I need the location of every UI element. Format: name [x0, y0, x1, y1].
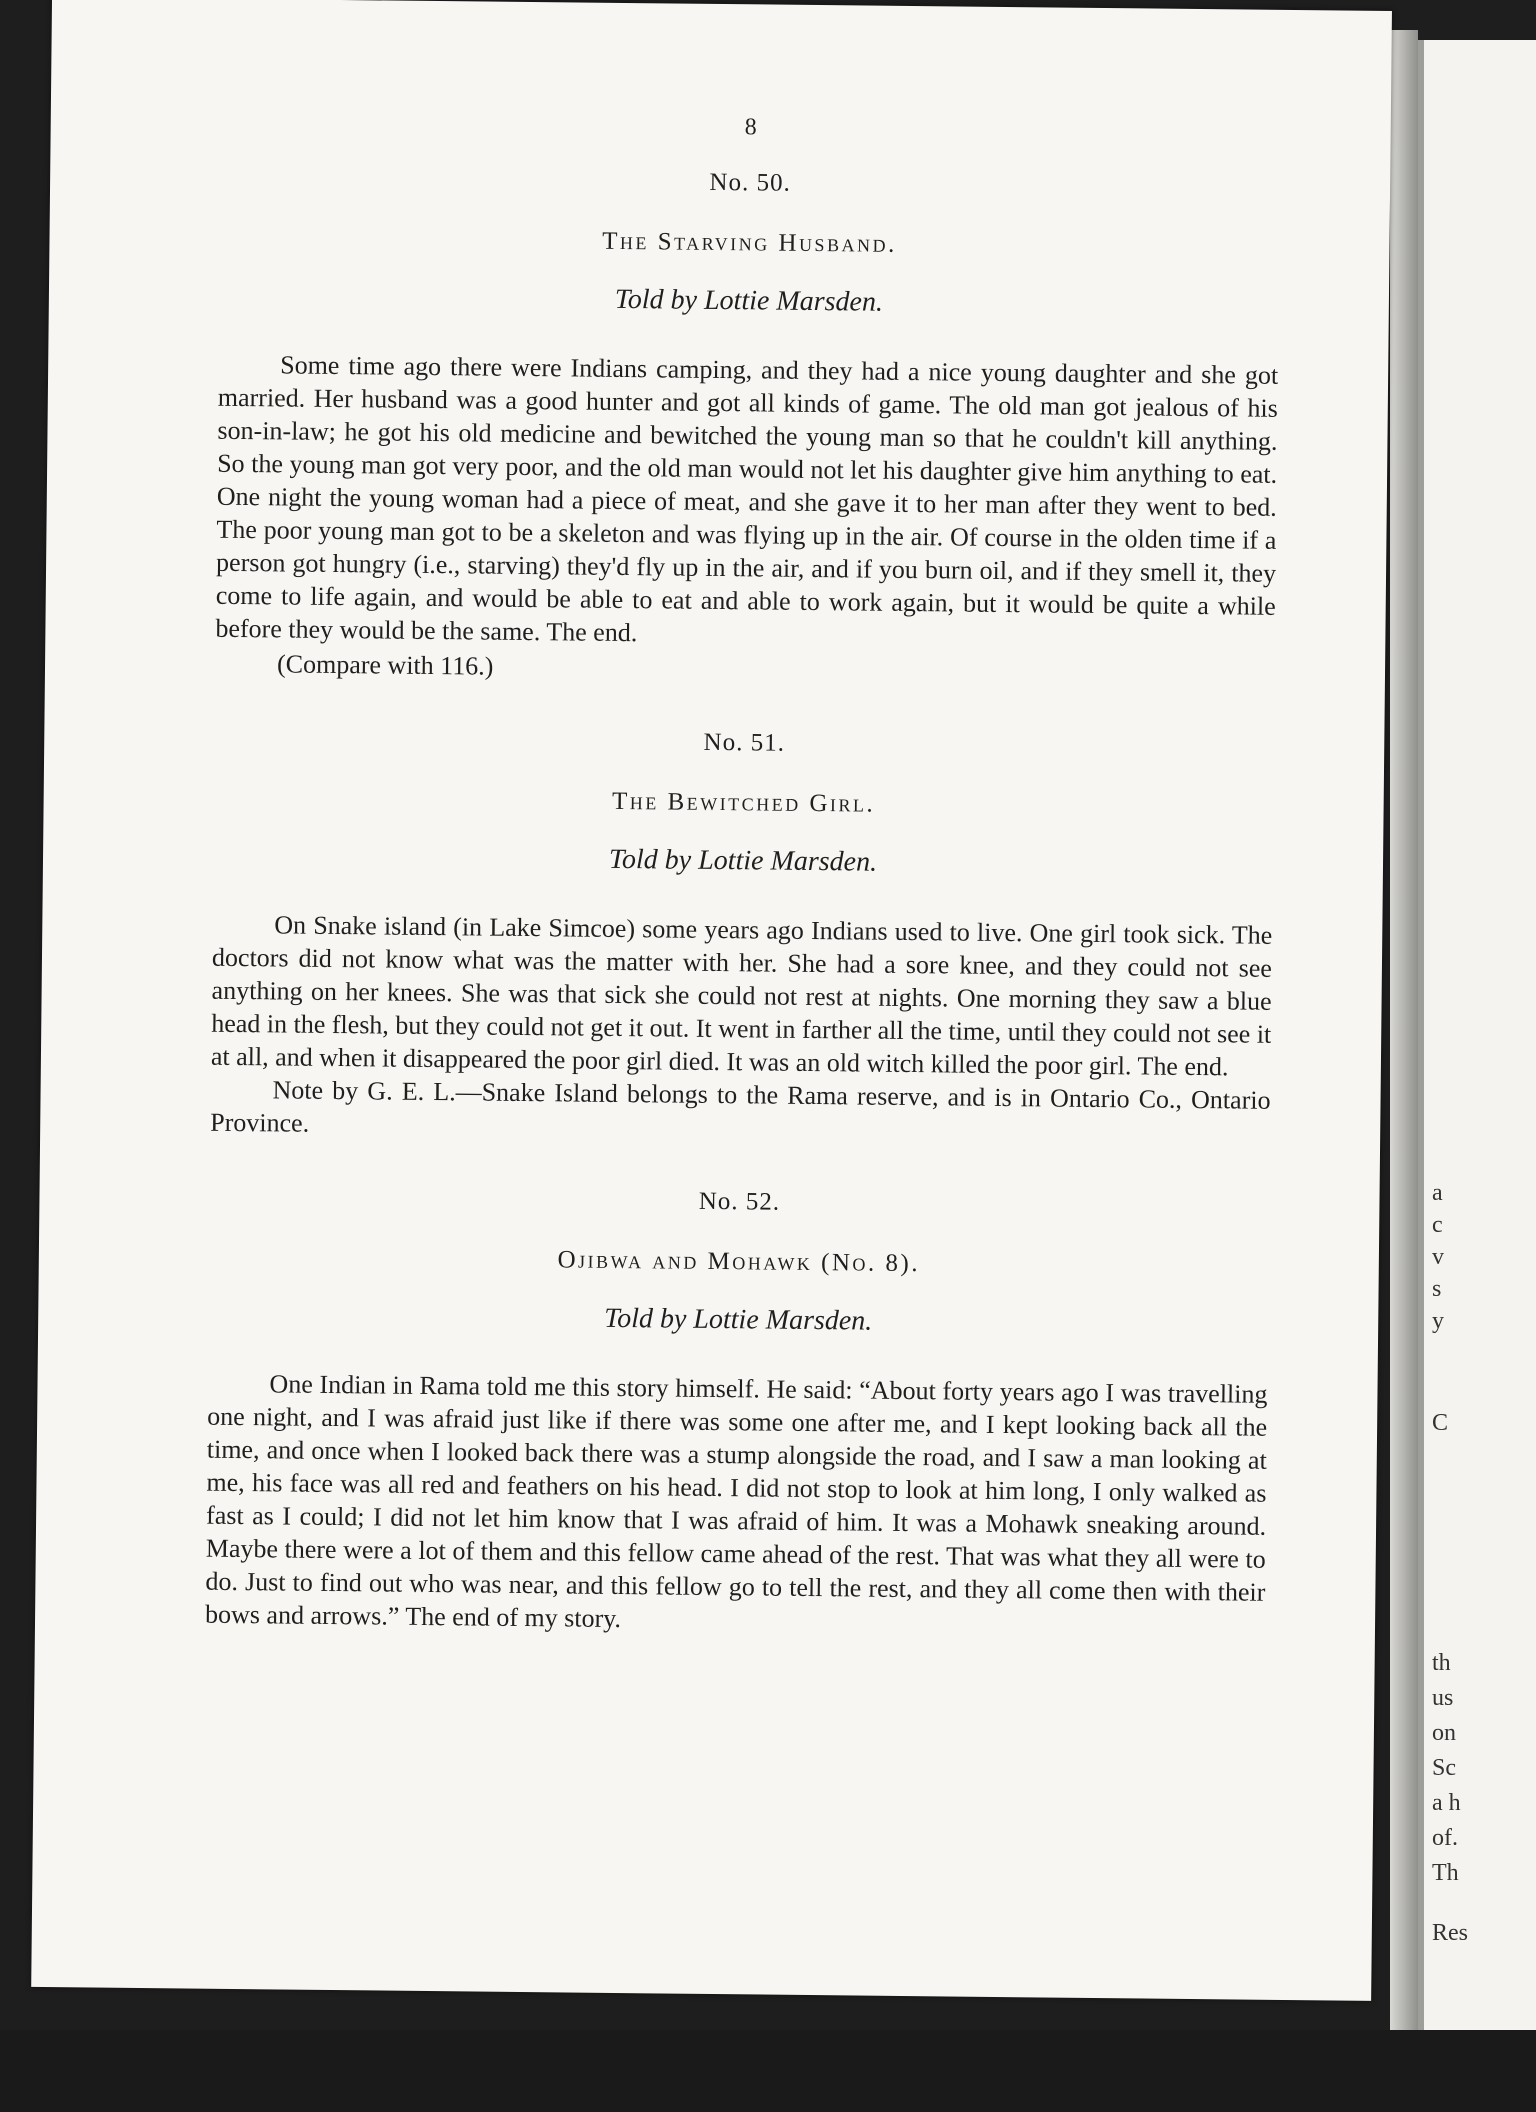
story-paragraph: One Indian in Rama told me this story himself. He said: “About forty years ago I was travelling one night, and I was afraid just like if there was some one after me, and I kept looking back all the time, and once when I looked back there was a stump alongside the road, and I saw a man looking at me, his face was all red and feathers on his head. I did not stop to look at him long, I only walked as fast as I could; I did not let him know that I was afraid of him. It was a Mohawk sneaking around. Maybe there were a lot of them and this fellow came ahead of the rest. That was what they all were to do. Just to find out who was near, and this fellow go to tell the rest, and they all come then with their bows and arrows.” The end of my story. [204, 1369, 1268, 1634]
fragment-text: C [1432, 1410, 1449, 1436]
page-content [205, 109, 1281, 1642]
story-teller: Told by Lottie Marsden. [614, 283, 884, 318]
fragment-text: th [1432, 1650, 1451, 1676]
fragment-text: of. [1432, 1825, 1458, 1851]
story-50 [215, 164, 1280, 691]
story-teller: Told by Lottie Marsden. [604, 1302, 873, 1337]
fragment-text: a h [1432, 1790, 1461, 1816]
page-fold-shadow [1390, 30, 1418, 2060]
story-title: The Starving Husband. [602, 227, 897, 258]
story-teller: Told by Lottie Marsden. [608, 843, 878, 878]
fragment-text: Res [1432, 1920, 1468, 1946]
fragment-text: c [1432, 1212, 1443, 1238]
fragment-text: on [1432, 1720, 1456, 1746]
fragment-text: y [1432, 1308, 1444, 1334]
fragment-text: v [1432, 1244, 1444, 1270]
fragment-text: us [1432, 1685, 1454, 1711]
story-number: No. 52. [698, 1187, 781, 1216]
story-title: Ojibwa and Mohawk (No. 8). [557, 1246, 921, 1278]
story-52 [205, 1183, 1270, 1642]
fragment-text: a [1432, 1180, 1443, 1206]
adjacent-page-edge [1418, 40, 1536, 2040]
story-number: No. 51. [703, 728, 786, 757]
story-title: The Bewitched Girl. [611, 787, 876, 818]
page-number: 8 [744, 114, 757, 141]
editor-note: Note by G. E. L.—Snake Island belongs to the Rama reserve, and is in Ontario Co., Ontario Province. [210, 1075, 1271, 1138]
fragment-text: Sc [1432, 1755, 1456, 1781]
scan-bottom-edge [0, 2030, 1536, 2112]
story-paragraph: On Snake island (in Lake Simcoe) some years ago Indians used to live. One girl took sick. The doctors did not know what was the matter with her. She had a sore knee, and they could not see anything on her knees. She was that sick she could not rest at nights. One morning they saw a blue head in the flesh, but they could not get it out. It went in farther all the time, until they could not see it at all, and when it disappeared the poor girl died. It was an old witch killed the poor girl. The end. [210, 910, 1273, 1082]
story-paragraph: Some time ago there were Indians camping, and they had a nice young daughter and she got married. Her husband was a good hunter and got all kinds of game. The old man got jealous of his son-in-law; he got his old medicine and bewitched the young man so that he couldn't kill anything. So the young man got very poor, and the old man would not let his daughter give him anything to eat. One night the young woman had a piece of meat, and she gave it to her man after they went to bed. The poor young man got to be a skeleton and was flying up in the air. Of course in the olden time if a person got hungry (i.e., starving) they'd fly up in the air, and if you burn oil, and if they smell it, they come to life again, and would be able to eat and able to work again, but it would be quite a while before they would be the same. The end. [215, 350, 1279, 648]
story-number: No. 50. [709, 168, 791, 197]
fragment-text: Th [1432, 1860, 1459, 1886]
document-page [31, 0, 1392, 2001]
fragment-text: s [1432, 1276, 1442, 1302]
compare-note: (Compare with 116.) [276, 649, 494, 681]
story-51 [210, 724, 1274, 1150]
